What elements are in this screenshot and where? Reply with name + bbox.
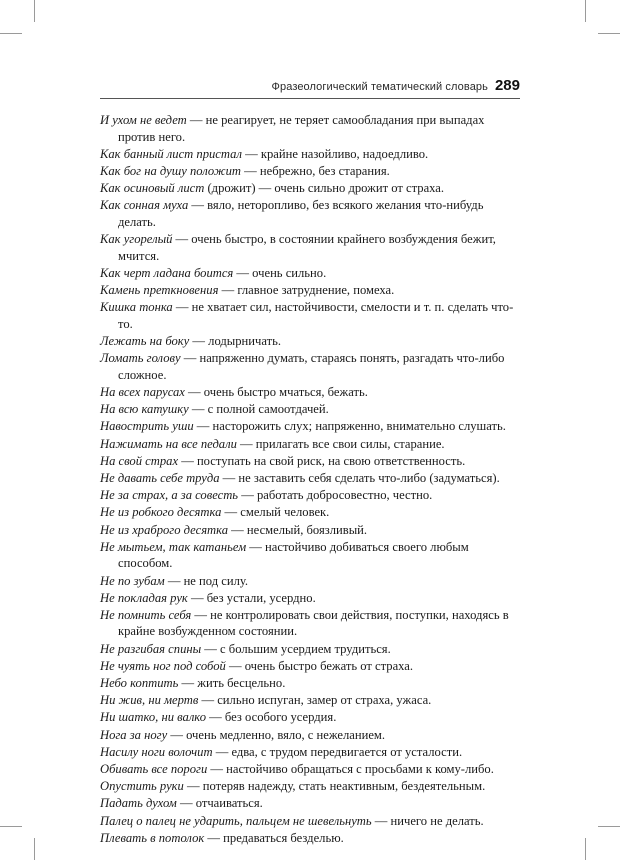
entry-dash: — <box>164 573 184 588</box>
entry-definition: не заставить себя сделать что-либо (задуматься). <box>238 470 500 485</box>
crop-mark <box>598 826 620 827</box>
entry-term: Не мытьем, так катаньем <box>100 539 247 554</box>
entry-term: Навострить уши <box>100 419 194 434</box>
crop-mark <box>0 33 22 34</box>
entry-definition: работать добросовестно, честно. <box>256 488 433 503</box>
entry-dash: — <box>218 283 238 298</box>
entry-definition: не контролировать свои действия, поступки, находясь в крайне возбужденном состоянии. <box>118 607 509 639</box>
entry-dash: — <box>371 813 391 828</box>
crop-mark <box>34 838 35 860</box>
dictionary-entry <box>100 436 520 453</box>
dictionary-entry <box>100 163 520 180</box>
dictionary-entry <box>100 299 520 332</box>
entry-definition: вяло, неторопливо, без всякого желания что-нибудь делать. <box>118 198 484 229</box>
header-title: Фразеологический тематический словарь <box>271 81 488 93</box>
dictionary-entry <box>100 778 520 795</box>
entry-definition: с большим усердием трудиться. <box>220 641 391 656</box>
entry-term: Ломать голову <box>100 351 181 366</box>
dictionary-entry <box>100 197 520 230</box>
crop-mark <box>34 0 35 22</box>
entry-definition: настойчиво добиваться своего любым способом. <box>118 539 469 571</box>
entry-term: Не давать себе труда <box>100 470 220 485</box>
dictionary-entry <box>100 607 520 640</box>
entry-dash: — <box>189 334 209 349</box>
crop-mark <box>585 0 586 22</box>
entry-term: Не разгибая спины <box>100 641 202 656</box>
entry-definition: несмелый, боязливый. <box>246 522 368 537</box>
entry-term: На всю катушку <box>100 402 189 417</box>
entry-definition: небрежно, без старания. <box>259 163 390 178</box>
entry-dash: — <box>180 351 200 366</box>
entry-dash: — <box>236 436 256 451</box>
entry-definition: очень быстро, в состоянии крайнего возбуждения бежит, мчится. <box>118 232 496 263</box>
entry-definition: едва, с трудом передвигается от усталости. <box>231 744 463 759</box>
entry-term: Как банный лист пристал <box>100 146 242 161</box>
entry-definition: не реагирует, не теряет самообладания при выпадах против него. <box>118 113 485 144</box>
entry-dash: — <box>184 385 204 400</box>
dictionary-entry <box>100 727 520 744</box>
entry-term: Не чуять ног под собой <box>100 658 226 673</box>
entry-dash: — <box>212 744 232 759</box>
entry-term: Ни жив, ни мертв <box>100 693 199 708</box>
entry-definition: смелый человек. <box>240 505 330 520</box>
entry-definition: поступать на свой риск, на свою ответственность. <box>196 453 466 468</box>
entry-definition: очень медленно, вяло, с нежеланием. <box>186 727 386 742</box>
entry-definition: напряженно думать, стараясь понять, разгадать что-либо сложное. <box>118 351 505 382</box>
entry-dash: — <box>241 146 261 161</box>
entry-term: Нажимать на все педали <box>100 436 237 451</box>
entry-dash: — <box>178 676 198 691</box>
entry-definition: отчаиваться. <box>195 796 263 811</box>
entry-definition: прилагать все свои силы, старание. <box>255 436 445 451</box>
entry-dash: — <box>176 796 196 811</box>
entry-term: И ухом не ведет <box>100 113 187 127</box>
dictionary-entry <box>100 590 520 607</box>
entry-term: На свой страх <box>100 453 179 468</box>
entry-dash: — <box>178 453 197 468</box>
dictionary-entry <box>100 333 520 350</box>
entry-term: Не из храброго десятка <box>100 522 229 537</box>
entry-term: На всех парусах <box>100 385 185 400</box>
entry-dash: — <box>238 488 257 503</box>
dictionary-entry <box>100 180 520 197</box>
dictionary-entry <box>100 470 520 487</box>
entry-dash: — <box>207 761 227 776</box>
entry-definition: настойчиво обращаться с просьбами к кому-либо. <box>226 761 494 776</box>
dictionary-entry <box>100 658 520 675</box>
entry-dash: — <box>198 693 218 708</box>
dictionary-entry <box>100 709 520 726</box>
entry-term: Камень преткновения <box>100 283 219 298</box>
entry-term: Не за страх, а за совесть <box>100 488 239 503</box>
entry-dash: — <box>187 590 207 605</box>
dictionary-entry <box>100 453 520 470</box>
entry-definition: насторожить слух; напряженно, внимательно слушать. <box>212 419 506 434</box>
entry-dash: — <box>183 779 203 794</box>
entry-term: Не покладая рук <box>100 590 188 605</box>
header-rule <box>100 98 520 99</box>
entry-term: Не по зубам <box>100 573 165 588</box>
entry-dash: — <box>228 522 247 537</box>
entry-term: Небо коптить <box>100 676 179 691</box>
dictionary-entry <box>100 539 520 572</box>
entry-definition: лодырничать. <box>208 334 282 349</box>
entry-definition: ничего не делать. <box>390 813 484 828</box>
entry-dash: — <box>191 607 211 622</box>
entry-definition: с полной самоотдачей. <box>207 402 329 417</box>
entry-dash: — <box>201 641 221 656</box>
entry-term: Ни шатко, ни валко <box>100 710 207 725</box>
dictionary-entry <box>100 522 520 539</box>
crop-mark <box>585 838 586 860</box>
entry-note: (дрожит) <box>204 181 256 196</box>
entry-term: Насилу ноги волочит <box>100 744 213 759</box>
crop-mark <box>598 33 620 34</box>
entry-dash: — <box>167 727 187 742</box>
entry-term: Как бог на душу положит <box>100 163 241 178</box>
entry-term: Плевать в потолок <box>100 830 205 845</box>
dictionary-entry <box>100 761 520 778</box>
entry-term: Лежать на боку <box>100 334 190 349</box>
entry-dash: — <box>188 198 208 213</box>
dictionary-entry <box>100 384 520 401</box>
entry-term: Опустить руки <box>100 779 184 794</box>
dictionary-entry <box>100 112 520 145</box>
entry-dash: — <box>172 300 192 315</box>
dictionary-entry <box>100 418 520 435</box>
entry-dash: — <box>172 232 192 247</box>
entry-definition: очень быстро бежать от страха. <box>244 658 414 673</box>
entry-dash: — <box>204 830 224 845</box>
entry-definition: без особого усердия. <box>224 710 337 725</box>
entry-definition: потеряв надежду, стать неактивным, бездеятельным. <box>202 779 486 794</box>
dictionary-entry <box>100 641 520 658</box>
dictionary-entry <box>100 282 520 299</box>
dictionary-entry <box>100 675 520 692</box>
entry-dash: — <box>186 113 206 127</box>
entry-term: Как сонная муха <box>100 198 189 213</box>
entry-dash: — <box>240 163 260 178</box>
entry-definition: очень сильно дрожит от страха. <box>274 181 445 196</box>
entry-dash: — <box>225 658 245 673</box>
entry-dash: — <box>206 710 225 725</box>
entry-term: Как осиновый лист <box>100 181 205 196</box>
dictionary-entry <box>100 401 520 418</box>
entry-dash: — <box>193 419 213 434</box>
page-number: 289 <box>494 77 520 94</box>
entry-dash: — <box>221 505 241 520</box>
entry-definition: предаваться безделью. <box>223 830 344 845</box>
entry-dash: — <box>233 265 253 280</box>
entry-dash: — <box>188 402 208 417</box>
entry-definition: сильно испуган, замер от страха, ужаса. <box>217 693 432 708</box>
entry-definition: главное затруднение, помеха. <box>237 283 395 298</box>
dictionary-entry <box>100 146 520 163</box>
entry-term: Как угорелый <box>100 232 173 247</box>
entry-term: Палец о палец не ударить, пальцем не шевельнуть <box>100 813 372 828</box>
entry-term: Обивать все пороги <box>100 761 208 776</box>
dictionary-entry <box>100 830 520 847</box>
entry-term: Не из робкого десятка <box>100 505 222 520</box>
entry-definition: не под силу. <box>183 573 249 588</box>
entry-definition: крайне назойливо, надоедливо. <box>260 146 429 161</box>
entry-definition: жить бесцельно. <box>197 676 286 691</box>
entry-dash: — <box>219 470 239 485</box>
dictionary-entry <box>100 504 520 521</box>
dictionary-entry <box>100 795 520 812</box>
entry-definition: не хватает сил, настойчивости, смелости и т. п. сделать что-то. <box>118 300 514 331</box>
dictionary-entry <box>100 350 520 383</box>
entry-definition: без устали, усердно. <box>206 590 316 605</box>
crop-mark <box>0 826 22 827</box>
dictionary-entry <box>100 231 520 264</box>
entry-dash: — <box>255 181 275 196</box>
dictionary-entry <box>100 692 520 709</box>
dictionary-entry-list <box>100 112 520 847</box>
dictionary-entry <box>100 265 520 282</box>
dictionary-entry <box>100 487 520 504</box>
entry-definition: очень быстро мчаться, бежать. <box>203 385 368 400</box>
entry-term: Как черт ладана боится <box>100 265 234 280</box>
dictionary-entry <box>100 813 520 830</box>
entry-definition: очень сильно. <box>252 265 327 280</box>
entry-term: Не помнить себя <box>100 607 192 622</box>
entry-term: Падать духом <box>100 796 177 811</box>
entry-dash: — <box>246 539 266 554</box>
entry-term: Нога за ногу <box>100 727 168 742</box>
dictionary-entry <box>100 573 520 590</box>
entry-term: Кишка тонка <box>100 300 173 315</box>
running-header <box>100 77 520 97</box>
dictionary-entry <box>100 744 520 761</box>
